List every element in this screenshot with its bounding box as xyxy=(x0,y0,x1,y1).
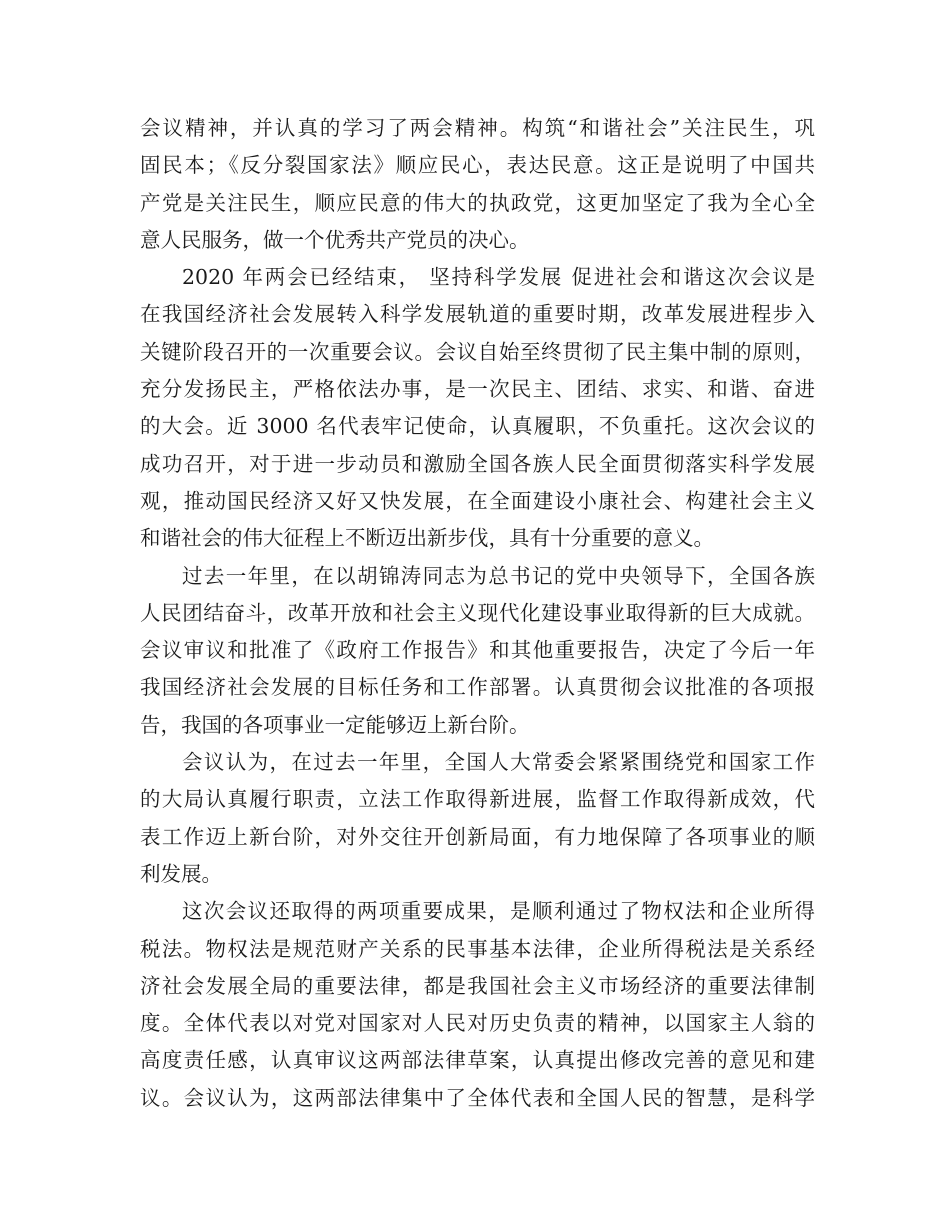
text-line: 过去一年里，在以胡锦涛同志为总书记的党中央领导下，全国各族 xyxy=(182,563,815,588)
text-line: 人民团结奋斗，改革开放和社会主义现代化建设事业取得新的巨大成就。 xyxy=(140,600,815,625)
text-line: 和谐社会的伟大征程上不断迈出新步伐，具有十分重要的意义。 xyxy=(140,526,714,551)
text-line: 议。会议认为，这两部法律集中了全体代表和全国人民的智慧，是科学 xyxy=(140,1085,815,1110)
text-line: 表工作迈上新台阶，对外交往开创新局面，有力地保障了各项事业的顺 xyxy=(140,824,815,849)
paragraph-2 xyxy=(140,259,815,557)
document-body xyxy=(140,110,815,1117)
text-line: 产党是关注民生，顺应民意的伟大的执政党，这更加坚定了我为全心全 xyxy=(140,190,815,215)
text-line: 这次会议还取得的两项重要成果，是顺利通过了物权法和企业所得 xyxy=(182,899,815,924)
text-line: 会议精神，并认真的学习了两会精神。构筑“和谐社会”关注民生，巩 xyxy=(140,116,815,140)
text-line: 关键阶段召开的一次重要会议。会议自始至终贯彻了民主集中制的原则， xyxy=(140,339,815,364)
text-line: 观，推动国民经济又好又快发展，在全面建设小康社会、构建社会主义 xyxy=(140,488,815,513)
text-line: 固民本；《反分裂国家法》顺应民心，表达民意。这正是说明了中国共 xyxy=(140,153,815,178)
text-line: 度。全体代表以对党对国家对人民对历史负责的精神，以国家主人翁的 xyxy=(140,1011,815,1036)
text-line: 济社会发展全局的重要法律，都是我国社会主义市场经济的重要法律制 xyxy=(140,973,815,998)
text-line: 的大会。近 3000 名代表牢记使命，认真履职，不负重托。这次会议的 xyxy=(140,414,815,439)
text-line: 利发展。 xyxy=(140,861,222,886)
text-line: 意人民服务，做一个优秀共产党员的决心。 xyxy=(140,227,530,252)
text-line: 充分发扬民主，严格依法办事，是一次民主、团结、求实、和谐、奋进 xyxy=(140,377,815,402)
text-line: 高度责任感，认真审议这两部法律草案，认真提出修改完善的意见和建 xyxy=(140,1048,815,1073)
text-line: 告，我国的各项事业一定能够迈上新台阶。 xyxy=(140,712,530,737)
text-line: 税法。物权法是规范财产关系的民事基本法律，企业所得税法是关系经 xyxy=(140,936,815,961)
paragraph-4 xyxy=(140,744,815,893)
paragraph-5 xyxy=(140,893,815,1117)
text-line: 2020 年两会已经结束， 坚持科学发展 促进社会和谐这次会议是 xyxy=(182,265,815,290)
paragraph-3 xyxy=(140,558,815,744)
text-line: 在我国经济社会发展转入科学发展轨道的重要时期，改革发展进程步入 xyxy=(140,302,815,327)
paragraph-1 xyxy=(140,110,815,259)
text-line: 成功召开，对于进一步动员和激励全国各族人民全面贯彻落实科学发展 xyxy=(140,451,815,476)
text-line: 会议审议和批准了《政府工作报告》和其他重要报告，决定了今后一年 xyxy=(140,638,815,663)
text-line: 会议认为，在过去一年里，全国人大常委会紧紧围绕党和国家工作 xyxy=(182,750,815,775)
text-line: 我国经济社会发展的目标任务和工作部署。认真贯彻会议批准的各项报 xyxy=(140,675,815,700)
text-line: 的大局认真履行职责，立法工作取得新进展，监督工作取得新成效，代 xyxy=(140,787,815,812)
